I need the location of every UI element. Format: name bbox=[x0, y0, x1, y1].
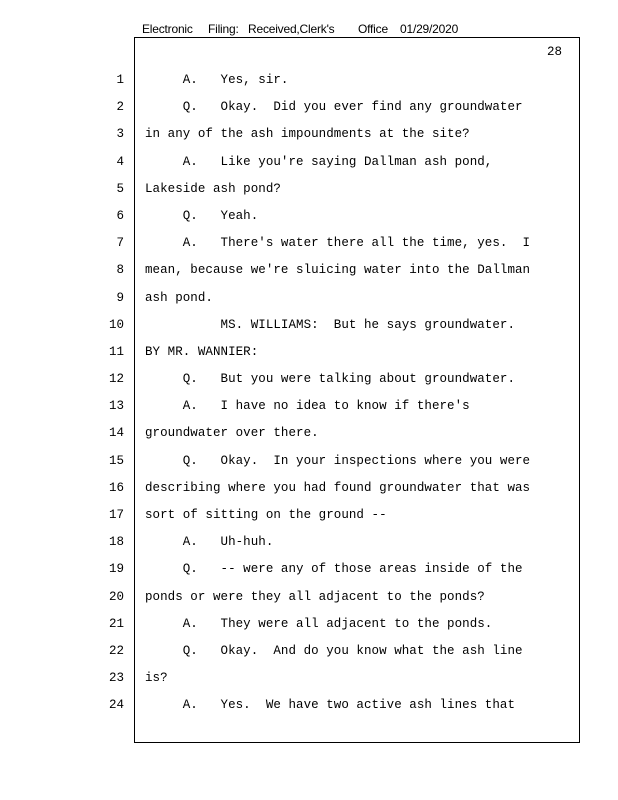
line-number: 14 bbox=[108, 426, 124, 441]
transcript-line: A. Like you're saying Dallman ash pond, bbox=[145, 154, 493, 169]
transcript-line: mean, because we're sluicing water into the Dallman bbox=[145, 263, 531, 278]
line-number: 9 bbox=[116, 290, 124, 305]
transcript-line: A. They were all adjacent to the ponds. bbox=[145, 616, 493, 631]
line-number-column bbox=[100, 72, 124, 725]
transcript-line: Q. Okay. Did you ever find any groundwater bbox=[145, 100, 523, 115]
line-number: 24 bbox=[108, 698, 124, 713]
page-number: 28 bbox=[547, 45, 563, 59]
transcript-line: is? bbox=[145, 671, 168, 686]
line-number: 3 bbox=[116, 127, 124, 142]
transcript-line: MS. WILLIAMS: But he says groundwater. bbox=[145, 317, 516, 332]
stamp-part: Office bbox=[358, 22, 388, 36]
transcript-line: Q. But you were talking about groundwater. bbox=[145, 372, 516, 387]
line-number: 23 bbox=[108, 671, 124, 686]
line-number: 1 bbox=[116, 73, 124, 87]
line-number: 18 bbox=[108, 535, 124, 550]
line-number: 22 bbox=[108, 643, 124, 658]
line-number: 6 bbox=[116, 208, 124, 223]
line-number: 2 bbox=[116, 100, 124, 115]
line-number: 21 bbox=[108, 616, 124, 631]
transcript-line: ash pond. bbox=[145, 290, 213, 305]
stamp-part: Received,Clerk's bbox=[248, 22, 335, 36]
line-number: 5 bbox=[116, 181, 124, 196]
transcript-line: groundwater over there. bbox=[145, 426, 319, 441]
transcript-line: A. I have no idea to know if there's bbox=[145, 399, 470, 414]
stamp-date: 01/29/2020 bbox=[400, 22, 459, 36]
transcript-line: ponds or were they all adjacent to the ponds? bbox=[145, 589, 485, 604]
electronic-filing-stamp bbox=[142, 22, 458, 36]
transcript-line: sort of sitting on the ground -- bbox=[145, 508, 387, 522]
line-number: 20 bbox=[108, 589, 124, 604]
line-number: 13 bbox=[108, 399, 124, 414]
transcript-line: A. Yes. We have two active ash lines that bbox=[145, 698, 516, 713]
line-number: 10 bbox=[108, 317, 124, 332]
transcript-line: Q. -- were any of those areas inside of the bbox=[145, 562, 523, 577]
transcript-line: Q. Okay. In your inspections where you were bbox=[145, 453, 531, 468]
stamp-part: Electronic bbox=[142, 22, 193, 36]
transcript-line: in any of the ash impoundments at the site? bbox=[145, 127, 470, 142]
transcript-line: A. Uh-huh. bbox=[145, 535, 274, 550]
transcript-line: describing where you had found groundwater that was bbox=[145, 480, 531, 495]
transcript-line: A. Yes, sir. bbox=[145, 73, 289, 87]
line-number: 8 bbox=[116, 263, 124, 278]
transcript-line: Q. Okay. And do you know what the ash line bbox=[145, 643, 523, 658]
line-number: 7 bbox=[116, 236, 124, 251]
line-number: 15 bbox=[108, 453, 124, 468]
line-number: 11 bbox=[108, 344, 124, 359]
line-number: 17 bbox=[108, 508, 124, 522]
line-number: 19 bbox=[108, 562, 124, 577]
transcript-line: BY MR. WANNIER: bbox=[145, 344, 259, 359]
stamp-part: Filing: bbox=[208, 22, 239, 36]
line-number: 12 bbox=[108, 372, 124, 387]
transcript-line: Lakeside ash pond? bbox=[145, 181, 281, 196]
line-number: 4 bbox=[116, 154, 124, 169]
transcript-line: Q. Yeah. bbox=[145, 208, 259, 223]
transcript-text bbox=[145, 72, 575, 725]
line-number: 16 bbox=[108, 480, 124, 495]
transcript-line: A. There's water there all the time, yes. I bbox=[145, 236, 531, 251]
